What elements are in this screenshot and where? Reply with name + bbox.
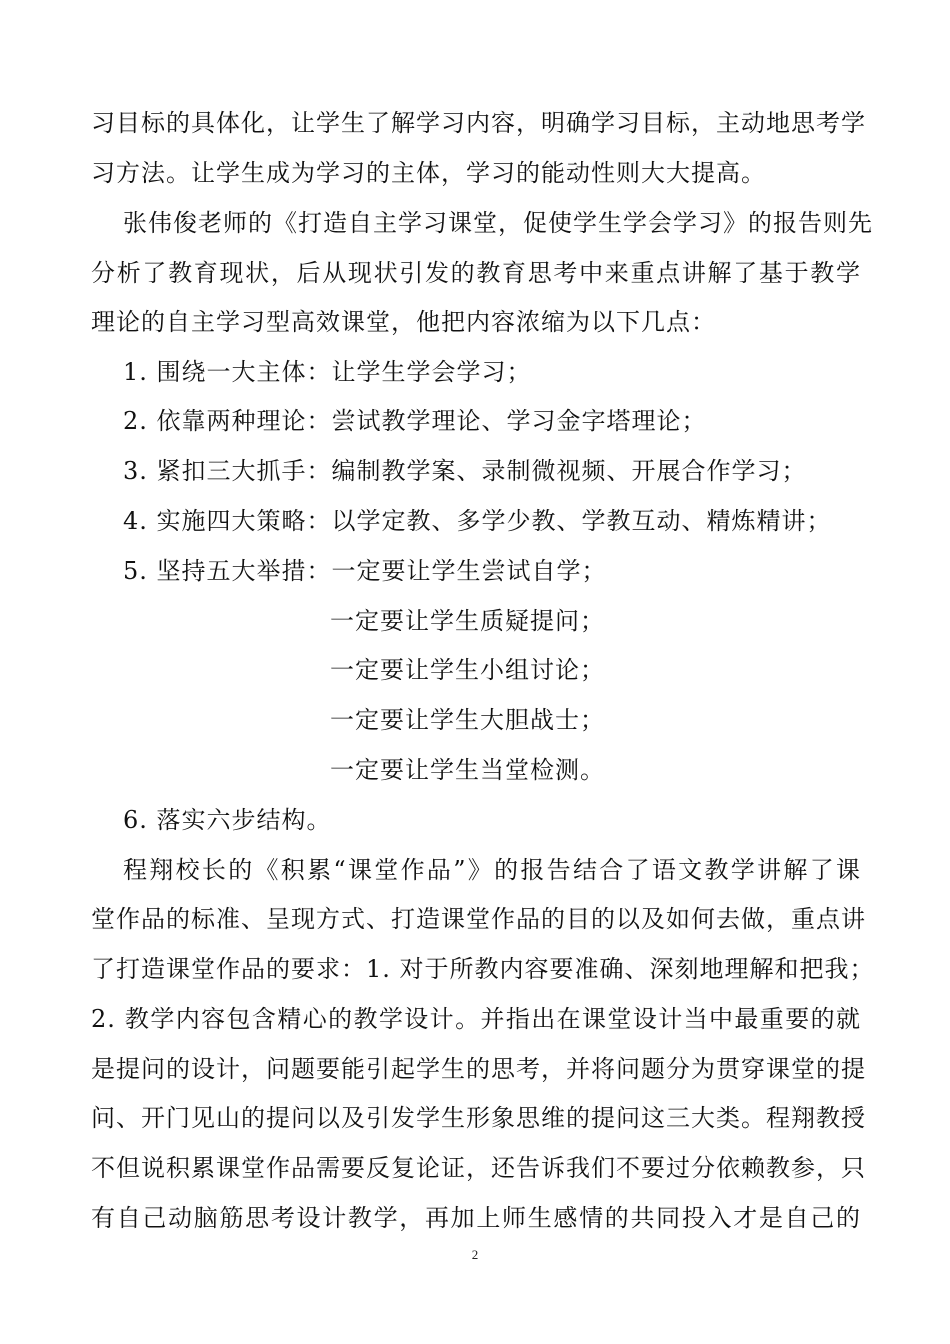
sub-list-item: 一定要让学生小组讨论；	[330, 656, 605, 684]
paragraph-line: 理论的自主学习型高效课堂，他把内容浓缩为以下几点：	[91, 308, 716, 336]
paragraph-line: 分析了教育现状，后从现状引发的教育思考中来重点讲解了基于教学	[91, 259, 861, 287]
paragraph-line: 2. 教学内容包含精心的教学设计。并指出在课堂设计当中最重要的就	[91, 1005, 861, 1033]
paragraph-line: 是提问的设计，问题要能引起学生的思考，并将问题分为贯穿课堂的提	[91, 1055, 866, 1083]
sub-list-item: 一定要让学生质疑提问；	[330, 607, 605, 635]
paragraph-line: 问、开门见山的提问以及引发学生形象思维的提问这三大类。程翔教授	[91, 1104, 866, 1132]
list-item: 2. 依靠两种理论：尝试教学理论、学习金字塔理论；	[123, 407, 707, 435]
page-number: 2	[471, 1247, 479, 1262]
paragraph-line: 不但说积累课堂作品需要反复论证，还告诉我们不要过分依赖教参，只	[91, 1154, 866, 1182]
list-item: 1. 围绕一大主体：让学生学会学习；	[123, 358, 532, 386]
list-item: 3. 紧扣三大抓手：编制教学案、录制微视频、开展合作学习；	[123, 457, 807, 485]
paragraph-line: 张伟俊老师的《打造自主学习课堂，促使学生学会学习》的报告则先	[123, 209, 873, 237]
paragraph-line: 习目标的具体化，让学生了解学习内容，明确学习目标，主动地思考学	[91, 109, 866, 137]
paragraph-line: 习方法。让学生成为学习的主体，学习的能动性则大大提高。	[91, 159, 766, 187]
paragraph-line: 了打造课堂作品的要求：1. 对于所教内容要准确、深刻地理解和把我；	[91, 955, 875, 983]
sub-list-item: 一定要让学生当堂检测。	[330, 756, 605, 784]
list-item: 4. 实施四大策略：以学定教、多学少教、学教互动、精炼精讲；	[123, 507, 832, 535]
sub-list-item: 一定要让学生大胆战士；	[330, 706, 605, 734]
paragraph-line: 堂作品的标准、呈现方式、打造课堂作品的目的以及如何去做，重点讲	[91, 905, 866, 933]
list-item: 6. 落实六步结构。	[123, 806, 332, 834]
paragraph-line: 有自己动脑筋思考设计教学，再加上师生感情的共同投入才是自己的	[91, 1204, 861, 1232]
paragraph-line: 程翔校长的《积累“课堂作品”》的报告结合了语文教学讲解了课	[123, 856, 861, 884]
list-item: 5. 坚持五大举措：一定要让学生尝试自学；	[123, 557, 607, 585]
